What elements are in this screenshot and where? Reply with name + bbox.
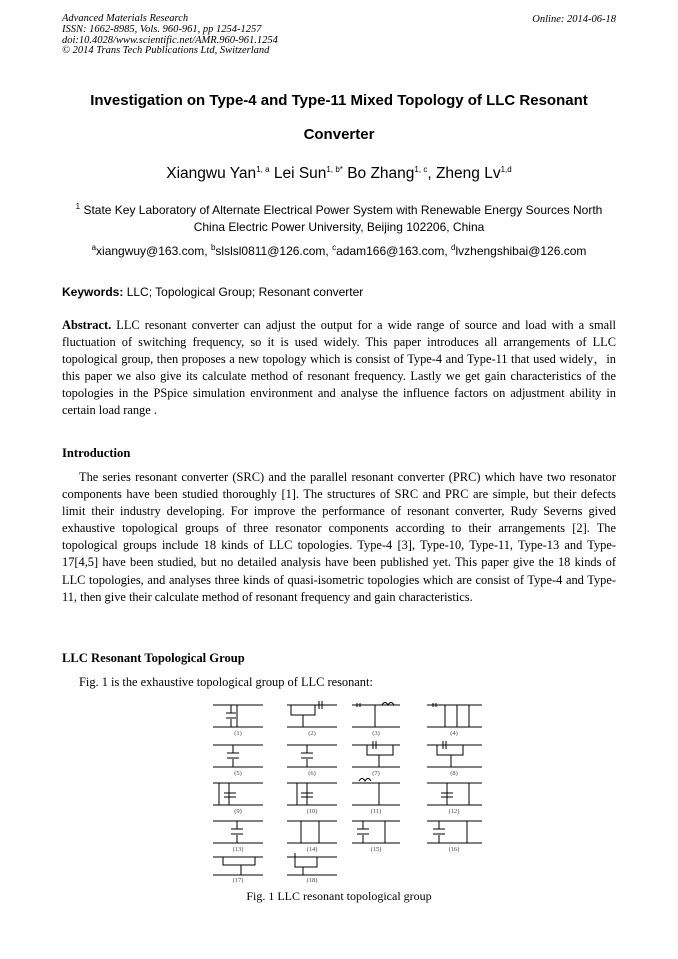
label-2: (2) — [308, 730, 316, 737]
author-sup: 1, a — [256, 164, 270, 174]
circuit-6 — [287, 745, 337, 767]
circuit-17 — [213, 857, 263, 875]
label-9: (9) — [234, 808, 242, 815]
label-5: (5) — [234, 770, 242, 777]
email[interactable]: slslsl0811@126.com, — [215, 244, 329, 258]
copyright: © 2014 Trans Tech Publications Ltd, Switzerland — [62, 45, 270, 57]
label-13: (13) — [232, 846, 244, 853]
email-sup: c — [332, 243, 337, 252]
paper-title-line2: Converter — [303, 126, 375, 143]
email[interactable]: adam166@163.com, — [336, 244, 448, 258]
abstract-text: LLC resonant converter can adjust the output for a wide range of source and load with a small fluctuation of switching frequency, so it is used widely. This paper introduces all arrangements of LLC topological group, then proposes a new topology which is consist of Type-4 and Type-11 that used widely，in this paper we also give its calculate method of resonant frequency. Lastly we get gain characteristics of the topologies in the PSpice simulation environment and analyse the influence factors on adjustment ability in certain load range . — [62, 318, 616, 417]
abstract-label: Abstract. — [62, 318, 112, 332]
label-14: (14) — [306, 846, 318, 853]
email-list — [62, 244, 616, 258]
author-name: Bo Zhang — [347, 165, 415, 182]
label-12: (12) — [448, 808, 460, 815]
author-name: Zheng Lv — [435, 165, 501, 182]
circuit-10 — [287, 783, 337, 805]
label-4: (4) — [450, 730, 458, 737]
affiliation-text: State Key Laboratory of Alternate Electrical Power System with Renewable Energy Sources North China Electric Power University, Beijing 102206, China — [83, 203, 603, 234]
issn: ISSN: 1662-8985, Vols. 960-961, pp 1254-1257 — [62, 23, 262, 35]
doi: doi:10.4028/www.scientific.net/AMR.960-961.1254 — [62, 34, 278, 46]
author-sup: 1, c — [414, 164, 428, 174]
author-list: Xiangwu Yan$^{1, a}$ Lei Sun$^{1, b*}$ Bo Zhang$^{1, c}$, Zheng Lv$^{1,d}$ — [166, 164, 512, 182]
label-3: (3) — [372, 730, 380, 737]
author-sup: 1, b* — [326, 164, 343, 174]
email-sup: d — [451, 243, 456, 252]
email[interactable]: xiangwuy@163.com, — [96, 244, 208, 258]
paper-title-line1: Investigation on Type-4 and Type-11 Mixed Topology of LLC Resonant — [90, 92, 588, 109]
label-18: (18) — [306, 877, 318, 883]
affiliation — [62, 202, 616, 236]
llc-paragraph: Fig. 1 is the exhaustive topological group of LLC resonant: — [79, 675, 373, 689]
circuit-2 — [287, 701, 337, 727]
abstract — [62, 317, 616, 419]
affiliation-sup: 1 — [75, 202, 81, 211]
label-8: (8) — [450, 770, 458, 777]
keywords-label: Keywords: — [62, 285, 124, 299]
keywords — [62, 285, 616, 299]
label-1: (1) — [234, 730, 242, 737]
label-17: (17) — [232, 877, 244, 883]
author-name: Lei Sun — [273, 165, 327, 182]
circuit-4 — [427, 703, 482, 727]
label-10: (10) — [306, 808, 318, 815]
circuit-7 — [352, 741, 400, 767]
online-date: Online: 2014-06-18 — [532, 14, 616, 25]
circuit-16 — [427, 821, 482, 843]
llc-heading: LLC Resonant Topological Group — [62, 651, 245, 665]
topology-figure — [207, 697, 497, 883]
email-sup: b — [210, 243, 216, 252]
circuit-3 — [352, 703, 400, 728]
figure-caption: Fig. 1 LLC resonant topological group — [246, 889, 432, 903]
intro-paragraph: The series resonant converter (SRC) and the parallel resonant converter (PRC) which have two resonator components have been studied thoroughly [1]. The structures of SRC and PRC are simple, but their defects limit their industry developing. For improve the performance of resonant converter, Rudy Severns gived exhaustive topological groups of three resonator components according to their arrangements [2]. The topological groups include 18 kinds of LLC topologies. Type-4 [3], Type-10, Type-11, Type-13 and Type-17[4,5] have been studied, but no detailed analysis have been published yet. This paper give the 18 kinds of LLC topologies, and analyses three kinds of quasi-isometric topologies which are consist of Type-4 and Type-11, then give their calculate method of resonant frequency and gain characteristics. — [62, 470, 616, 604]
circuit-13 — [213, 821, 263, 843]
author-name: Xiangwu Yan — [166, 165, 257, 182]
label-15: (15) — [370, 846, 382, 853]
email[interactable]: lvzhengshibai@126.com — [455, 244, 587, 258]
label-6: (6) — [308, 770, 316, 777]
label-16: (16) — [448, 846, 460, 853]
circuit-1 — [213, 705, 263, 727]
circuit-12 — [427, 783, 482, 805]
intro-heading: Introduction — [62, 446, 131, 460]
circuit-18 — [287, 853, 337, 875]
keywords-text: LLC; Topological Group; Resonant converter — [126, 285, 364, 299]
journal-header — [62, 14, 278, 57]
label-11: (11) — [370, 808, 382, 815]
journal-name: Advanced Materials Research — [62, 13, 189, 24]
email-sup: a — [91, 243, 97, 252]
author-sup: 1,d — [500, 164, 512, 174]
circuit-5 — [213, 745, 263, 767]
circuit-11 — [352, 779, 400, 806]
label-7: (7) — [372, 770, 380, 777]
circuit-8 — [427, 741, 482, 767]
circuit-15 — [352, 821, 400, 843]
circuit-9 — [213, 783, 263, 805]
circuit-14 — [287, 821, 337, 843]
